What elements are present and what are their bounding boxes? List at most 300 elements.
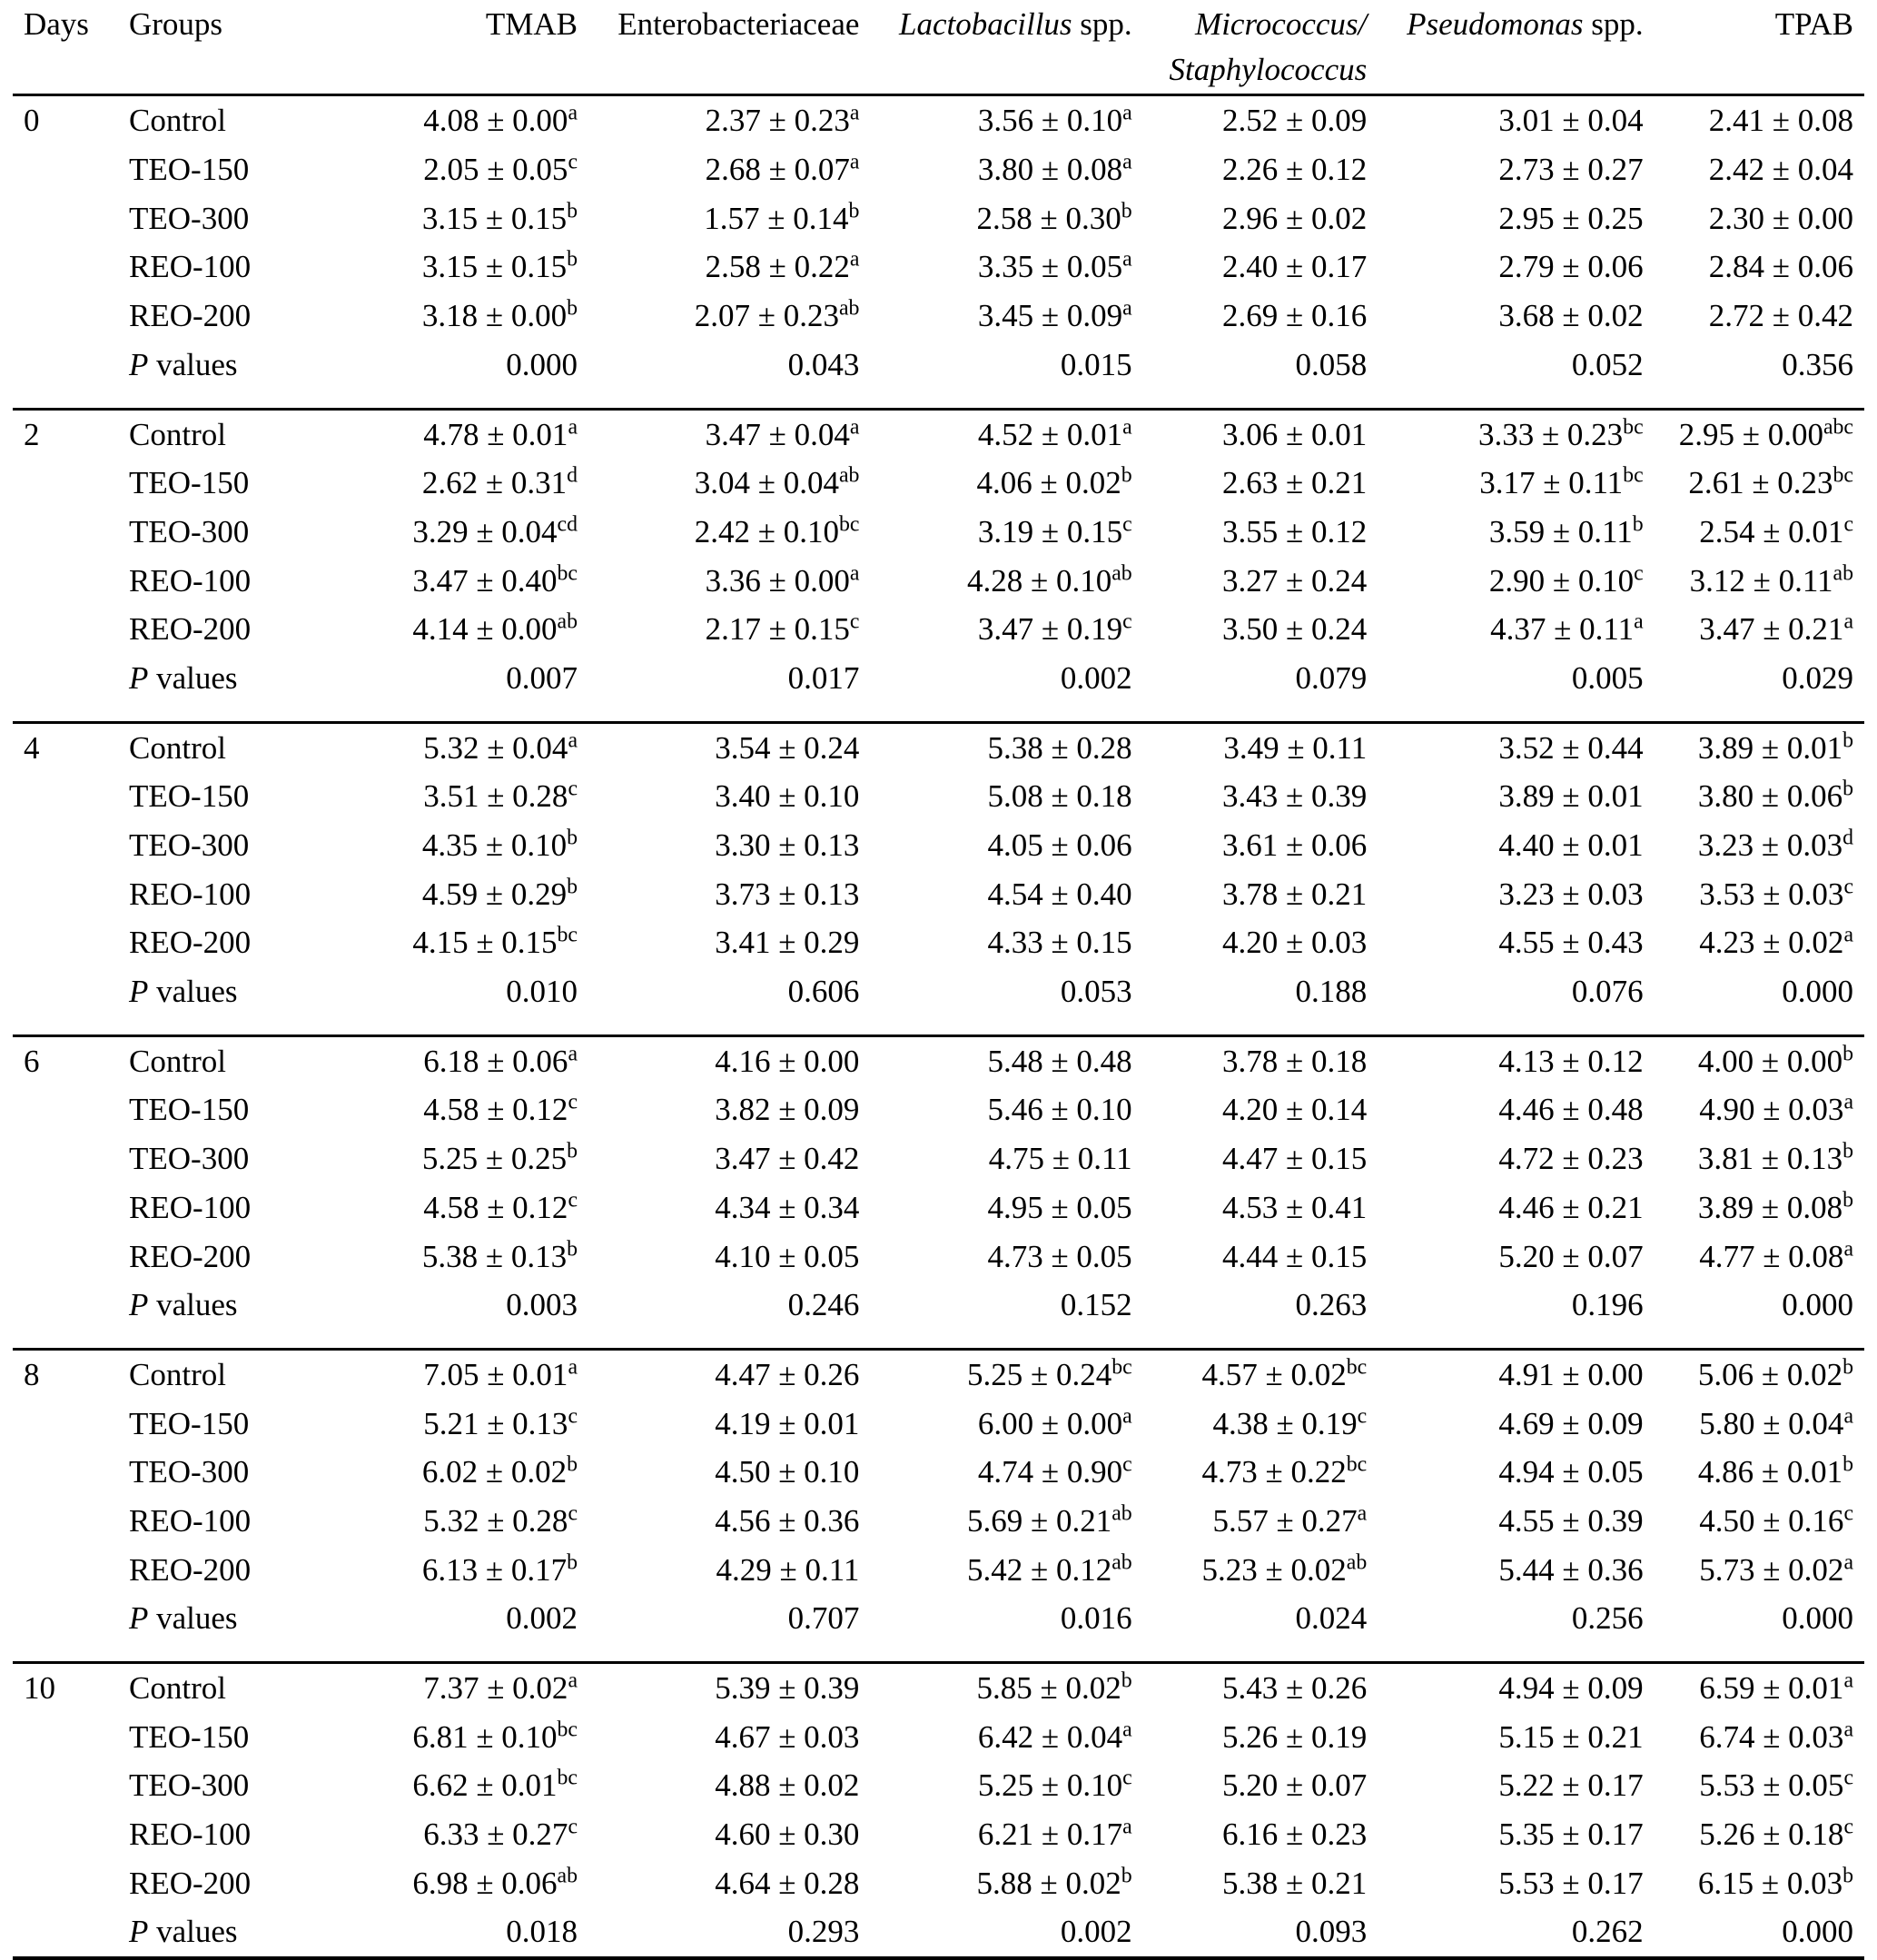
superscript-letter: ab: [1111, 1549, 1132, 1574]
superscript-letter: a: [568, 101, 578, 125]
table-row: [13, 1761, 1864, 1810]
cell-group: REO-200: [129, 298, 252, 334]
cell-day: 0: [13, 95, 118, 145]
cell-tmab: 5.21 ± 0.13$^c$: [423, 1403, 578, 1441]
cell-pseudo: 3.01 ± 0.04: [1378, 95, 1654, 145]
cell-day: [13, 821, 118, 870]
cell-entero: 4.50 ± 0.10: [715, 1454, 860, 1490]
cell-tpab: 0.000: [1782, 974, 1853, 1010]
cell-group: [118, 1907, 340, 1958]
superscript-letter: b: [1842, 1452, 1853, 1477]
cell-lacto: 5.38 ± 0.28: [870, 722, 1142, 772]
cell-day: [13, 918, 118, 967]
cell-tpab: 4.90 ± 0.03$^a$: [1699, 1090, 1853, 1128]
table-row: [13, 557, 1864, 606]
cell-day: [13, 557, 118, 606]
cell-lacto: 5.85 ± 0.02$^b$: [870, 1663, 1142, 1713]
superscript-letter: a: [1122, 414, 1132, 439]
cell-tmab: 0.000: [506, 346, 578, 382]
superscript-letter: b: [567, 199, 578, 223]
cell-pseudo: 4.13 ± 0.12: [1378, 1035, 1654, 1085]
table-row: [13, 95, 1864, 145]
cell-pseudo: 4.40 ± 0.01: [1498, 827, 1644, 863]
cell-day: [13, 145, 118, 194]
cell-day: [13, 870, 118, 919]
cell-group: TEO-150: [129, 1405, 250, 1441]
superscript-letter: c: [1122, 1452, 1132, 1477]
superscript-letter: a: [568, 1042, 578, 1066]
p-value-row: [13, 967, 1864, 1016]
cell-pseudo: 4.55 ± 0.43: [1498, 925, 1644, 961]
cell-pseudo: 0.196: [1571, 1287, 1644, 1323]
p-symbol: P: [129, 346, 149, 382]
cell-micro: 3.43 ± 0.39: [1222, 778, 1368, 815]
cell-tmab: 2.62 ± 0.31$^d$: [421, 463, 578, 501]
column-header-groups: Groups: [118, 0, 340, 95]
cell-pseudo: 3.33 ± 0.23$^{bc}$: [1378, 409, 1654, 459]
cell-day: [13, 605, 118, 654]
cell-group: Control: [118, 1035, 340, 1085]
superscript-letter: b: [1121, 463, 1132, 488]
cell-tpab: 5.06 ± 0.02$^b$: [1655, 1349, 1864, 1399]
cell-tmab: 0.018: [340, 1907, 588, 1958]
cell-pseudo: 3.59 ± 0.11$^b$: [1488, 512, 1644, 549]
cell-micro: 6.16 ± 0.23: [1222, 1816, 1368, 1853]
superscript-letter: bc: [557, 923, 578, 947]
cell-lacto: 4.75 ± 0.11: [988, 1141, 1132, 1177]
cell-group: [118, 654, 340, 703]
superscript-letter: ab: [1346, 1549, 1368, 1574]
superscript-letter: bc: [1111, 1355, 1132, 1380]
cell-pseudo: 4.55 ± 0.39: [1498, 1502, 1644, 1539]
cell-group: REO-100: [129, 1502, 252, 1539]
column-header-pseudomonas: [1378, 0, 1654, 95]
cell-tmab: 4.15 ± 0.15$^{bc}$: [412, 923, 578, 961]
cell-lacto: 4.73 ± 0.05: [987, 1238, 1132, 1274]
table-row: [13, 1497, 1864, 1546]
superscript-letter: a: [568, 414, 578, 439]
cell-day: [13, 772, 118, 821]
cell-tpab: 0.000: [1655, 1907, 1864, 1958]
superscript-letter: b: [1842, 728, 1853, 752]
superscript-letter: cd: [557, 512, 578, 537]
cell-pseudo: 4.94 ± 0.05: [1498, 1454, 1644, 1490]
superscript-letter: ab: [1111, 560, 1132, 585]
superscript-letter: a: [1122, 1815, 1132, 1839]
cell-micro: 0.188: [1295, 974, 1368, 1010]
cell-micro: 4.73 ± 0.22$^{bc}$: [1201, 1452, 1368, 1490]
cell-day: [13, 1400, 118, 1449]
table-row: [13, 292, 1864, 341]
cell-micro: 3.78 ± 0.18: [1143, 1035, 1378, 1085]
cell-lacto: 3.19 ± 0.15$^c$: [977, 512, 1132, 549]
cell-tmab: 4.14 ± 0.00$^{ab}$: [412, 609, 578, 648]
cell-micro: 4.20 ± 0.14: [1222, 1092, 1368, 1128]
cell-tpab: 4.50 ± 0.16$^c$: [1699, 1501, 1853, 1539]
superscript-letter: b: [567, 1452, 578, 1477]
cell-pseudo: 4.94 ± 0.09: [1378, 1663, 1654, 1713]
superscript-letter: b: [1842, 1139, 1853, 1163]
superscript-letter: b: [1121, 1864, 1132, 1888]
superscript-letter: c: [568, 150, 578, 174]
cell-group: REO-100: [129, 876, 252, 912]
superscript-letter: b: [567, 296, 578, 321]
cell-pseudo: 2.95 ± 0.25: [1498, 200, 1644, 236]
superscript-letter: b: [1842, 1188, 1853, 1213]
cell-lacto: 3.35 ± 0.05$^a$: [977, 247, 1132, 285]
p-values-label: values: [148, 1600, 238, 1637]
superscript-letter: b: [1121, 1668, 1132, 1693]
cell-lacto: 4.06 ± 0.02$^b$: [976, 463, 1132, 501]
superscript-letter: b: [567, 875, 578, 899]
cell-day: [13, 1907, 118, 1958]
cell-entero: 0.017: [787, 659, 860, 696]
superscript-letter: d: [567, 463, 578, 488]
superscript-letter: a: [1634, 609, 1644, 634]
table-body: [13, 95, 1864, 1958]
cell-tmab: 5.32 ± 0.04$^a$: [340, 722, 588, 772]
cell-day: 8: [13, 1349, 118, 1399]
cell-tmab: 4.35 ± 0.10$^b$: [421, 826, 578, 863]
cell-tpab: 0.029: [1782, 659, 1853, 696]
cell-group: REO-100: [129, 562, 252, 599]
cell-tmab: 0.003: [506, 1287, 578, 1323]
superscript-letter: a: [1843, 1090, 1853, 1114]
superscript-letter: bc: [557, 560, 578, 585]
superscript-letter: b: [1842, 777, 1853, 801]
cell-tmab: 0.007: [506, 659, 578, 696]
cell-micro: 4.53 ± 0.41: [1222, 1189, 1368, 1225]
cell-tmab: 7.05 ± 0.01$^a$: [340, 1349, 588, 1399]
table-row: [13, 1448, 1864, 1497]
cell-tpab: 2.95 ± 0.00$^{abc}$: [1655, 409, 1864, 459]
cell-micro: 2.69 ± 0.16: [1222, 298, 1368, 334]
cell-day: [13, 1859, 118, 1908]
cell-day: [13, 292, 118, 341]
cell-pseudo: 5.35 ± 0.17: [1498, 1816, 1644, 1853]
cell-pseudo: 0.005: [1571, 659, 1644, 696]
cell-micro: 2.63 ± 0.21: [1222, 465, 1368, 501]
cell-day: [13, 1713, 118, 1762]
cell-tmab: 6.02 ± 0.02$^b$: [421, 1452, 578, 1490]
cell-pseudo: 3.23 ± 0.03: [1498, 876, 1644, 912]
superscript-letter: a: [849, 560, 860, 585]
cell-group: REO-100: [129, 249, 252, 285]
cell-pseudo: 3.89 ± 0.01: [1498, 778, 1644, 815]
superscript-letter: c: [568, 1090, 578, 1114]
cell-tpab: 5.73 ± 0.02$^a$: [1699, 1549, 1853, 1588]
micrococcus-genus: Micrococcus/: [1195, 6, 1368, 42]
p-values-label: values: [148, 1287, 238, 1323]
cell-tpab: 4.00 ± 0.00$^b$: [1655, 1035, 1864, 1085]
p-value-row: [13, 1594, 1864, 1643]
cell-lacto: 5.46 ± 0.10: [987, 1092, 1132, 1128]
cell-micro: 0.024: [1295, 1600, 1368, 1637]
superscript-letter: c: [1122, 609, 1132, 634]
cell-entero: 0.246: [787, 1287, 860, 1323]
superscript-letter: c: [1122, 512, 1132, 537]
cell-tmab: 3.15 ± 0.15$^b$: [421, 247, 578, 285]
superscript-letter: a: [849, 150, 860, 174]
superscript-letter: a: [568, 1668, 578, 1693]
cell-entero: 4.16 ± 0.00: [588, 1035, 870, 1085]
superscript-letter: b: [567, 1236, 578, 1261]
cell-tmab: 4.08 ± 0.00$^a$: [340, 95, 588, 145]
cell-lacto: 5.42 ± 0.12$^{ab}$: [966, 1549, 1132, 1588]
cell-lacto: 6.00 ± 0.00$^a$: [977, 1403, 1132, 1441]
superscript-letter: ab: [557, 609, 578, 634]
cell-day: [13, 1232, 118, 1282]
cell-lacto: 6.42 ± 0.04$^a$: [977, 1717, 1132, 1755]
cell-entero: 2.37 ± 0.23$^a$: [588, 95, 870, 145]
cell-micro: 0.058: [1295, 346, 1368, 382]
cell-tmab: 6.18 ± 0.06$^a$: [340, 1035, 588, 1085]
superscript-letter: c: [1843, 512, 1853, 537]
superscript-letter: b: [567, 1549, 578, 1574]
cell-lacto: 3.80 ± 0.08$^a$: [977, 150, 1132, 188]
superscript-letter: c: [568, 1501, 578, 1526]
cell-tpab: 5.53 ± 0.05$^c$: [1699, 1766, 1853, 1804]
cell-tpab: 0.356: [1782, 346, 1853, 382]
p-symbol: P: [129, 974, 149, 1010]
cell-entero: 4.29 ± 0.11: [716, 1551, 860, 1588]
superscript-letter: a: [849, 414, 860, 439]
superscript-letter: c: [1843, 1501, 1853, 1526]
cell-lacto: 0.002: [870, 1907, 1142, 1958]
cell-day: [13, 1594, 118, 1643]
superscript-letter: a: [1122, 150, 1132, 174]
cell-group: REO-100: [129, 1189, 252, 1225]
cell-pseudo: 4.46 ± 0.48: [1498, 1092, 1644, 1128]
cell-pseudo: 0.256: [1571, 1600, 1644, 1637]
cell-entero: 4.19 ± 0.01: [715, 1405, 860, 1441]
block-spacer: [13, 390, 1864, 410]
cell-entero: 3.54 ± 0.24: [588, 722, 870, 772]
cell-entero: 2.42 ± 0.10$^{bc}$: [694, 512, 860, 549]
cell-tmab: 6.81 ± 0.10$^{bc}$: [412, 1717, 578, 1755]
cell-tmab: 6.13 ± 0.17$^b$: [421, 1549, 578, 1588]
cell-tpab: 3.89 ± 0.01$^b$: [1655, 722, 1864, 772]
microbial-counts-table: [13, 0, 1864, 1960]
cell-tpab: 5.80 ± 0.04$^a$: [1699, 1403, 1853, 1441]
superscript-letter: a: [1843, 1668, 1853, 1693]
cell-entero: 1.57 ± 0.14$^b$: [704, 199, 860, 236]
cell-day: [13, 1761, 118, 1810]
cell-group: TEO-300: [129, 200, 250, 236]
cell-pseudo: 2.73 ± 0.27: [1498, 152, 1644, 188]
cell-pseudo: 0.076: [1571, 974, 1644, 1010]
table-row: [13, 1400, 1864, 1449]
table-row: [13, 1810, 1864, 1859]
cell-tmab: 3.15 ± 0.15$^b$: [421, 199, 578, 236]
superscript-letter: a: [568, 1355, 578, 1380]
superscript-letter: c: [1843, 875, 1853, 899]
cell-group: TEO-300: [129, 1767, 250, 1804]
cell-tmab: 6.33 ± 0.27$^c$: [423, 1815, 578, 1853]
superscript-letter: c: [568, 1815, 578, 1839]
superscript-letter: a: [1843, 1236, 1853, 1261]
cell-entero: 4.88 ± 0.02: [715, 1767, 860, 1804]
cell-lacto: 0.053: [1060, 974, 1132, 1010]
cell-pseudo: 4.69 ± 0.09: [1498, 1405, 1644, 1441]
cell-lacto: 0.016: [1060, 1600, 1132, 1637]
cell-tpab: 4.77 ± 0.08$^a$: [1699, 1236, 1853, 1274]
table-row: [13, 1134, 1864, 1183]
table-row: [13, 821, 1864, 870]
superscript-letter: a: [1843, 1403, 1853, 1428]
cell-micro: 4.38 ± 0.19$^c$: [1212, 1403, 1368, 1441]
cell-entero: 3.47 ± 0.04$^a$: [588, 409, 870, 459]
p-value-row: [13, 341, 1864, 390]
superscript-letter: ab: [1111, 1501, 1132, 1526]
cell-lacto: 5.25 ± 0.24$^{bc}$: [870, 1349, 1142, 1399]
cell-micro: 5.20 ± 0.07: [1222, 1767, 1368, 1804]
cell-day: [13, 1810, 118, 1859]
cell-micro: 3.06 ± 0.01: [1143, 409, 1378, 459]
cell-lacto: 0.002: [1060, 659, 1132, 696]
superscript-letter: a: [1843, 923, 1853, 947]
cell-micro: 2.40 ± 0.17: [1222, 249, 1368, 285]
cell-lacto: 4.52 ± 0.01$^a$: [870, 409, 1142, 459]
cell-day: [13, 1134, 118, 1183]
cell-lacto: 4.28 ± 0.10$^{ab}$: [966, 560, 1132, 599]
cell-tpab: 3.53 ± 0.03$^c$: [1699, 875, 1853, 912]
table-row: [13, 459, 1864, 508]
cell-micro: 3.50 ± 0.24: [1222, 611, 1368, 648]
cell-entero: 3.04 ± 0.04$^{ab}$: [694, 463, 860, 501]
cell-entero: 4.10 ± 0.05: [715, 1238, 860, 1274]
superscript-letter: a: [1122, 101, 1132, 125]
cell-tpab: 2.61 ± 0.23$^{bc}$: [1688, 463, 1853, 501]
cell-tmab: 0.002: [506, 1600, 578, 1637]
cell-tpab: 3.23 ± 0.03$^d$: [1697, 826, 1853, 863]
superscript-letter: b: [1632, 512, 1644, 537]
cell-day: [13, 1546, 118, 1595]
lactobacillus-genus: Lactobacillus: [898, 6, 1072, 42]
superscript-letter: bc: [557, 1717, 578, 1742]
table-row: [13, 409, 1864, 459]
cell-entero: 0.293: [588, 1907, 870, 1958]
cell-entero: 4.34 ± 0.34: [715, 1189, 860, 1225]
cell-entero: 4.67 ± 0.03: [715, 1718, 860, 1755]
cell-day: [13, 243, 118, 292]
cell-entero: 4.64 ± 0.28: [715, 1865, 860, 1901]
cell-entero: 2.07 ± 0.23$^{ab}$: [694, 296, 860, 334]
cell-micro: 3.49 ± 0.11: [1143, 722, 1378, 772]
cell-pseudo: 3.52 ± 0.44: [1378, 722, 1654, 772]
cell-group: TEO-150: [129, 152, 250, 188]
cell-tmab: 2.05 ± 0.05$^c$: [423, 150, 578, 188]
superscript-letter: bc: [1623, 414, 1644, 439]
table-row: [13, 1663, 1864, 1713]
cell-group: REO-200: [129, 1551, 252, 1588]
cell-group: REO-200: [129, 925, 252, 961]
superscript-letter: ab: [1833, 560, 1853, 585]
cell-tmab: 0.010: [506, 974, 578, 1010]
cell-tpab: 3.80 ± 0.06$^b$: [1697, 777, 1853, 815]
spacer-cell: [13, 1330, 1864, 1350]
cell-entero: 4.47 ± 0.26: [588, 1349, 870, 1399]
cell-day: 4: [13, 722, 118, 772]
p-symbol: P: [129, 1914, 149, 1950]
cell-micro: 4.20 ± 0.03: [1222, 925, 1368, 961]
p-values-label: values: [148, 974, 238, 1010]
table-row: [13, 145, 1864, 194]
lactobacillus-spp: spp.: [1080, 6, 1132, 42]
cell-pseudo: 0.052: [1571, 346, 1644, 382]
cell-tmab: 6.98 ± 0.06$^{ab}$: [412, 1864, 578, 1901]
cell-tmab: 3.51 ± 0.28$^c$: [423, 777, 578, 815]
cell-group: TEO-300: [129, 513, 250, 549]
superscript-letter: c: [1122, 1766, 1132, 1790]
superscript-letter: b: [1121, 199, 1132, 223]
cell-lacto: 0.152: [1060, 1287, 1132, 1323]
cell-tpab: 0.000: [1782, 1600, 1853, 1637]
cell-entero: 3.73 ± 0.13: [715, 876, 860, 912]
p-symbol: P: [129, 1287, 149, 1323]
cell-tmab: 4.58 ± 0.12$^c$: [423, 1090, 578, 1128]
cell-lacto: 5.88 ± 0.02$^b$: [976, 1864, 1132, 1901]
superscript-letter: bc: [1346, 1452, 1368, 1477]
cell-tmab: 3.47 ± 0.40$^{bc}$: [412, 560, 578, 599]
cell-lacto: 4.05 ± 0.06: [987, 827, 1132, 863]
cell-micro: 5.26 ± 0.19: [1222, 1718, 1368, 1755]
cell-day: 2: [13, 409, 118, 459]
cell-micro: 0.093: [1143, 1907, 1378, 1958]
superscript-letter: a: [1122, 247, 1132, 272]
cell-tpab: 5.26 ± 0.18$^c$: [1699, 1815, 1853, 1853]
cell-lacto: 4.33 ± 0.15: [987, 925, 1132, 961]
cell-day: [13, 1085, 118, 1134]
cell-day: [13, 654, 118, 703]
cell-lacto: 3.45 ± 0.09$^a$: [977, 296, 1132, 334]
superscript-letter: a: [1122, 296, 1132, 321]
cell-tpab: 4.86 ± 0.01$^b$: [1697, 1452, 1853, 1490]
cell-micro: 5.43 ± 0.26: [1143, 1663, 1378, 1713]
cell-pseudo: 5.53 ± 0.17: [1498, 1865, 1644, 1901]
superscript-letter: b: [567, 1139, 578, 1163]
cell-group: Control: [118, 722, 340, 772]
cell-group: REO-200: [129, 1238, 252, 1274]
superscript-letter: b: [1842, 1042, 1853, 1066]
cell-group: [118, 967, 340, 1016]
block-spacer: [13, 703, 1864, 723]
cell-micro: 0.263: [1295, 1287, 1368, 1323]
cell-pseudo: 4.37 ± 0.11$^a$: [1490, 609, 1644, 648]
cell-tpab: 4.23 ± 0.02$^a$: [1699, 923, 1853, 961]
cell-pseudo: 5.22 ± 0.17: [1498, 1767, 1644, 1804]
cell-lacto: 5.69 ± 0.21$^{ab}$: [966, 1501, 1132, 1539]
cell-day: [13, 1183, 118, 1232]
block-spacer: [13, 1643, 1864, 1663]
cell-day: [13, 341, 118, 390]
cell-entero: 2.58 ± 0.22$^a$: [705, 247, 860, 285]
p-symbol: P: [129, 1600, 149, 1637]
cell-group: Control: [118, 409, 340, 459]
superscript-letter: bc: [1346, 1355, 1368, 1380]
cell-micro: 5.57 ± 0.27$^a$: [1212, 1501, 1368, 1539]
cell-micro: 4.44 ± 0.15: [1222, 1238, 1368, 1274]
block-spacer: [13, 1330, 1864, 1350]
cell-micro: 3.55 ± 0.12: [1222, 513, 1368, 549]
cell-tpab: 2.72 ± 0.42: [1708, 298, 1853, 334]
column-header-micrococcus-staphylococcus: [1143, 0, 1378, 95]
cell-lacto: 5.25 ± 0.10$^c$: [977, 1766, 1132, 1804]
cell-day: [13, 1448, 118, 1497]
block-spacer: [13, 1016, 1864, 1036]
cell-pseudo: 3.68 ± 0.02: [1498, 298, 1644, 334]
table-row: [13, 605, 1864, 654]
